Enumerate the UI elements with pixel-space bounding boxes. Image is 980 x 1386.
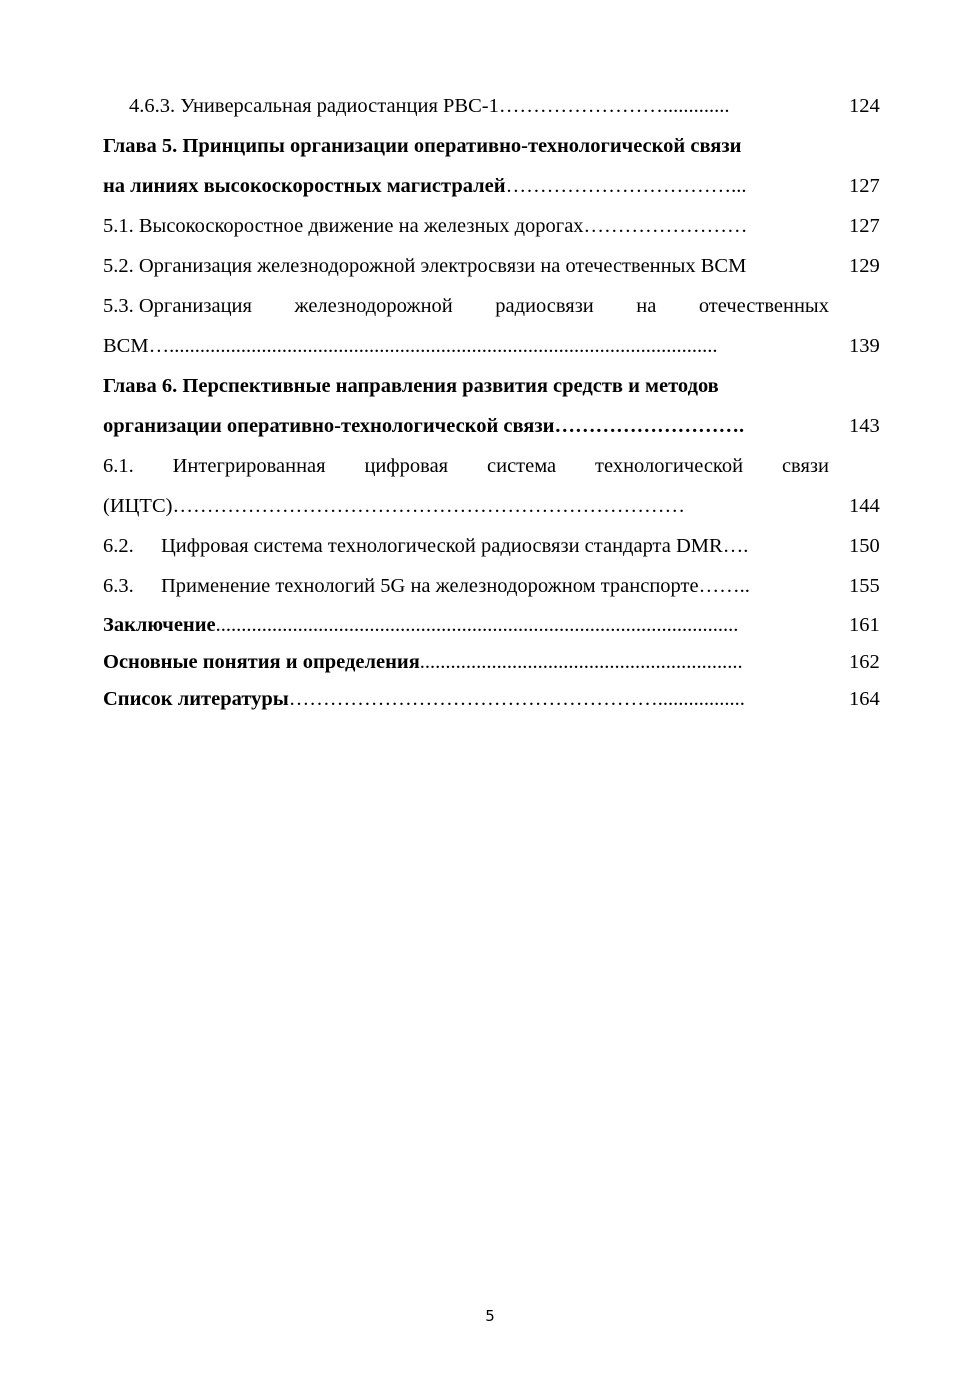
toc-chapter-5-heading-cont [103,174,746,198]
toc-entry-text: 5.2. Организация железнодорожной электросвязи на отечественных ВСМ [103,255,747,277]
toc-leader-dots: ............................................................... [419,651,743,673]
toc-word: 6.1. [103,455,134,477]
toc-entry-5-3-cont [103,334,717,358]
toc-leader-dots: ...................................................................................................... [215,614,739,636]
toc-word: радиосвязи [495,295,594,317]
toc-word: система [487,455,557,477]
toc-entry-6-2 [103,534,134,558]
toc-page-number: 162 [849,651,880,673]
toc-entry-references [103,687,745,711]
toc-entry-text: 5.1. Высокоскоростное движение на железных дорогах…………………… [103,215,748,237]
toc-chapter-6-heading-cont: организации оперативно-технологической связи………………………. [103,415,745,437]
toc-entry-number: 6.2. [103,535,134,557]
toc-page-number: 164 [849,688,880,710]
toc-entry-6-1 [103,454,829,478]
toc-entry-conclusion [103,613,738,637]
toc-entry-5-1 [103,214,748,238]
toc-page-number: 127 [849,215,880,237]
toc-page-number: 127 [849,175,880,197]
toc-entry-number: 6.3. [103,575,134,597]
toc-leader-dots: ……………………………... [505,175,747,197]
toc-chapter-5-heading: Глава 5. Принципы организации оперативно-технологической связи [103,135,742,157]
toc-entry-text: 4.6.3. Универсальная радиостанция РВС-1……………………............. [129,95,730,117]
toc-page-number: 129 [849,255,880,277]
toc-word: технологической [595,455,744,477]
toc-entry-title: Заключение [103,614,216,636]
toc-word: 5.3. Организация [103,295,252,317]
toc-entry-text: (ИЦТС)………………………………………………………………… [103,495,685,517]
toc-entry-title: Список литературы [103,688,289,710]
toc-entry-6-2-title [161,534,748,558]
toc-word: цифровая [364,455,449,477]
toc-entry-title: Основные понятия и определения [103,651,420,673]
toc-entry-6-3 [103,574,134,598]
toc-entry-5-3 [103,294,829,318]
toc-page-number: 143 [849,415,880,437]
toc-leader-dots: ………………………………………………................. [288,688,745,710]
toc-page-number: 139 [849,335,880,357]
toc-word: железнодорожной [294,295,453,317]
toc-word: на [636,295,657,317]
toc-entry-6-3-title [161,574,750,598]
toc-page-number: 124 [849,95,880,117]
toc-page-number: 150 [849,535,880,557]
page-number: 5 [485,1307,495,1325]
toc-word: связи [781,455,829,477]
toc-entry-text: Применение технологий 5G на железнодорожном транспорте…….. [161,575,750,597]
toc-entry-text: ВСМ…........................................................................................................... [103,335,718,357]
toc-chapter-6-heading: Глава 6. Перспективные направления развития средств и методов [103,375,719,397]
toc-word: Интегрированная [172,455,326,477]
toc-page-number: 161 [849,614,880,636]
toc-word: отечественных [698,295,829,317]
toc-entry-4-6-3 [129,94,729,118]
toc-chapter-5-title-end: на линиях высокоскоростных магистралей [103,175,506,197]
toc-page-number: 155 [849,575,880,597]
toc-entry-5-2 [103,254,746,278]
toc-entry-text: Цифровая система технологической радиосвязи стандарта DMR…. [161,535,749,557]
toc-entry-terms [103,650,743,674]
toc-entry-6-1-cont [103,494,685,518]
toc-page-number: 144 [849,495,880,517]
